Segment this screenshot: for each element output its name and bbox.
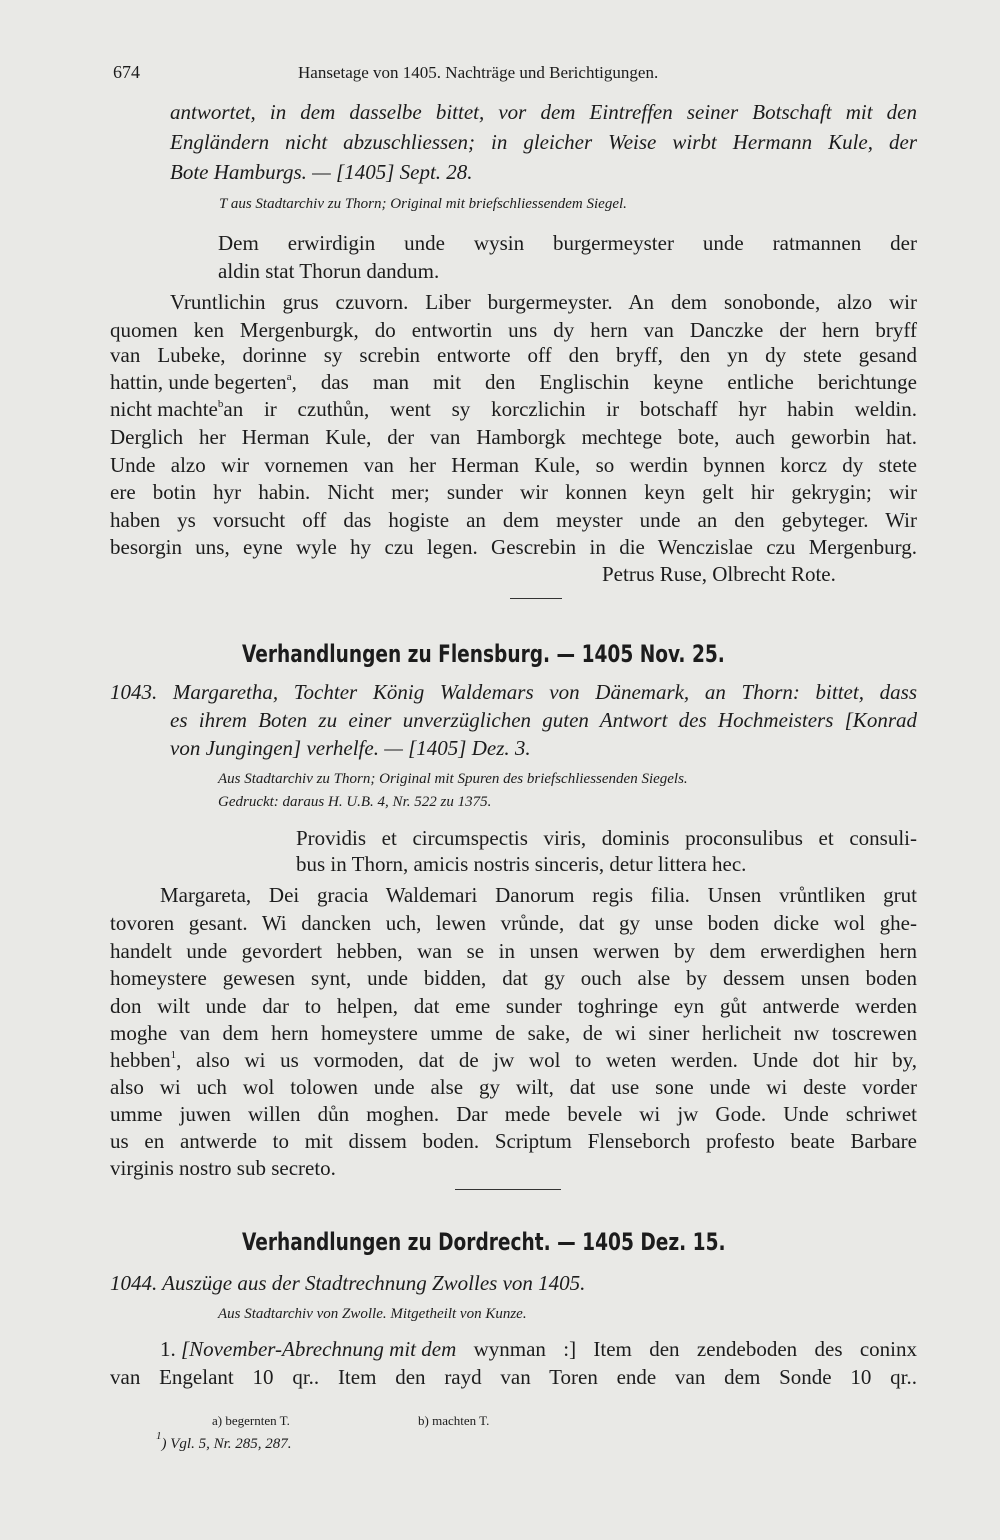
source-note: Gedruckt: daraus H. U.B. 4, Nr. 522 zu 1375. <box>218 794 492 810</box>
body-line: don wilt unde dar to helpen, dat eme sunder toghringe eyn gůt antwerde werden <box>110 994 917 1018</box>
body-text: hebben$^1$ <box>110 1048 177 1072</box>
body-line: Vruntlichin grus czuvorn. Liber burgermeyster. An dem sonobonde, alzo wir <box>170 290 917 314</box>
separator-rule <box>455 1189 561 1190</box>
intro-line: Bote Hamburgs. — [1405] Sept. 28. <box>170 160 473 184</box>
page-number: 674 <box>113 62 140 82</box>
item-number: 1. <box>160 1337 181 1361</box>
letter-address: aldin stat Thorun dandum. <box>218 259 440 283</box>
body-text: an ir czuthůn, went sy korczlichin ir botschaff hyr habin weldin. <box>223 397 917 421</box>
letter-address: bus in Thorn, amicis nostris sinceris, detur littera hec. <box>296 852 747 876</box>
body-line: besorgin uns, eyne wyle hy czu legen. Gescrebin in die Wenczislae czu Mergenburg. <box>110 535 917 559</box>
footnote: $^1$) Vgl. 5, Nr. 285, 287. <box>156 1430 292 1452</box>
body-line: Margareta, Dei gracia Waldemari Danorum regis filia. Unsen vrůntliken grut <box>160 883 917 907</box>
body-line: us en antwerde to mit dissem boden. Scriptum Flenseborch profesto beate Barbare <box>110 1129 917 1153</box>
body-text: nicht machte$^b$ <box>110 397 224 421</box>
separator-rule <box>510 598 562 599</box>
body-line: handelt unde gevordert hebben, wan se in unsen werwen by dem erwerdighen hern <box>110 939 917 963</box>
entry-line: es ihrem Boten zu einer unverzüglichen guten Antwort des Hochmeisters [Konrad <box>170 708 917 732</box>
entry-line: von Jungingen] verhelfe. — [1405] Dez. 3. <box>170 736 531 760</box>
body-line: Derglich her Herman Kule, der van Hamborgk mechtege bote, auch geworbin hat. <box>110 425 917 449</box>
body-line <box>110 1048 917 1073</box>
body-line: tovoren gesant. Wi dancken uch, lewen vrůnde, dat gy unse boden dicke wol ghe- <box>110 911 917 935</box>
source-note: Aus Stadtarchiv zu Thorn; Original mit Spuren des briefschliessenden Siegels. <box>218 771 688 787</box>
body-line: moghe van dem hern homeystere umme de sake, de wi siner herlicheit nw toscrewen <box>110 1021 917 1045</box>
body-text: hattin, unde begerten$^a$ <box>110 370 292 394</box>
body-line: van Engelant 10 qr.. Item den rayd van Toren ende van dem Sonde 10 qr.. <box>110 1365 917 1389</box>
footnote-mark: 1 <box>156 1430 162 1442</box>
body-line: quomen ken Mergenburgk, do entwortin uns dy hern van Danczke der hern bryff <box>110 318 917 342</box>
body-line: haben ys vorsucht off das hogiste an dem meyster unde an den gebyteger. Wir <box>110 508 917 532</box>
source-note: Aus Stadtarchiv von Zwolle. Mitgetheilt von Kunze. <box>218 1306 527 1322</box>
body-line: virginis nostro sub secreto. <box>110 1156 336 1180</box>
body-line: umme juwen willen důn moghen. Dar mede bevele wi jw Gode. Unde schriwet <box>110 1102 917 1126</box>
section-heading: Verhandlungen zu Flensburg. — 1405 Nov. 25. <box>242 640 725 668</box>
entry-line: 1044. Auszüge aus der Stadtrechnung Zwolles von 1405. <box>110 1271 586 1295</box>
body-line: van Lubeke, dorinne sy screbin entworte off den bryff, den yn dy stete gesand <box>110 343 917 367</box>
source-note: T aus Stadtarchiv zu Thorn; Original mit briefschliessendem Siegel. <box>219 196 627 212</box>
body-line: Unde alzo wir vornemen van her Herman Kule, so werdin bynnen korcz dy stete <box>110 453 917 477</box>
item-heading: [November-Abrechnung mit dem <box>181 1337 457 1361</box>
footnote: a) begernten T. <box>212 1413 290 1428</box>
footnote-mark: 1 <box>170 1049 177 1061</box>
body-line <box>110 370 917 395</box>
footnote-mark: b <box>217 398 224 410</box>
body-line: ere botin hyr habin. Nicht mer; sunder wir konnen keyn gelt hir gekrygin; wir <box>110 480 917 504</box>
entry-line: 1043. Margaretha, Tochter König Waldemars von Dänemark, an Thorn: bittet, dass <box>110 680 917 704</box>
signature: Petrus Ruse, Olbrecht Rote. <box>602 562 836 586</box>
intro-line: Engländern nicht abzuschliessen; in gleicher Weise wirbt Hermann Kule, der <box>170 130 917 154</box>
section-heading: Verhandlungen zu Dordrecht. — 1405 Dez. 15. <box>242 1228 726 1256</box>
footnote-mark: a <box>286 371 292 383</box>
letter-address: Dem erwirdigin unde wysin burgermeyster unde ratmannen der <box>218 231 917 255</box>
running-title: Hansetage von 1405. Nachträge und Berichtigungen. <box>298 63 659 82</box>
body-text: wynman :] Item den zendeboden des coninx <box>456 1337 917 1361</box>
footnote: b) machten T. <box>418 1413 490 1428</box>
body-line: homeystere gewesen synt, unde bidden, dat gy ouch alse by dessem unsen boden <box>110 966 917 990</box>
letter-address: Providis et circumspectis viris, dominis proconsulibus et consuli- <box>296 826 917 850</box>
body-text: , das man mit den Englischin keyne entliche berichtunge <box>291 370 917 394</box>
intro-line: antwortet, in dem dasselbe bittet, vor dem Eintreffen seiner Botschaft mit den <box>170 100 917 124</box>
body-text: , also wi us vormoden, dat de jw wol to weten werden. Unde dot hir by, <box>176 1048 917 1072</box>
body-line <box>160 1337 917 1362</box>
body-line: also wi uch wol tolowen unde alse gy wilt, dat use sone unde wi deste vorder <box>110 1075 917 1099</box>
body-line <box>110 397 917 422</box>
